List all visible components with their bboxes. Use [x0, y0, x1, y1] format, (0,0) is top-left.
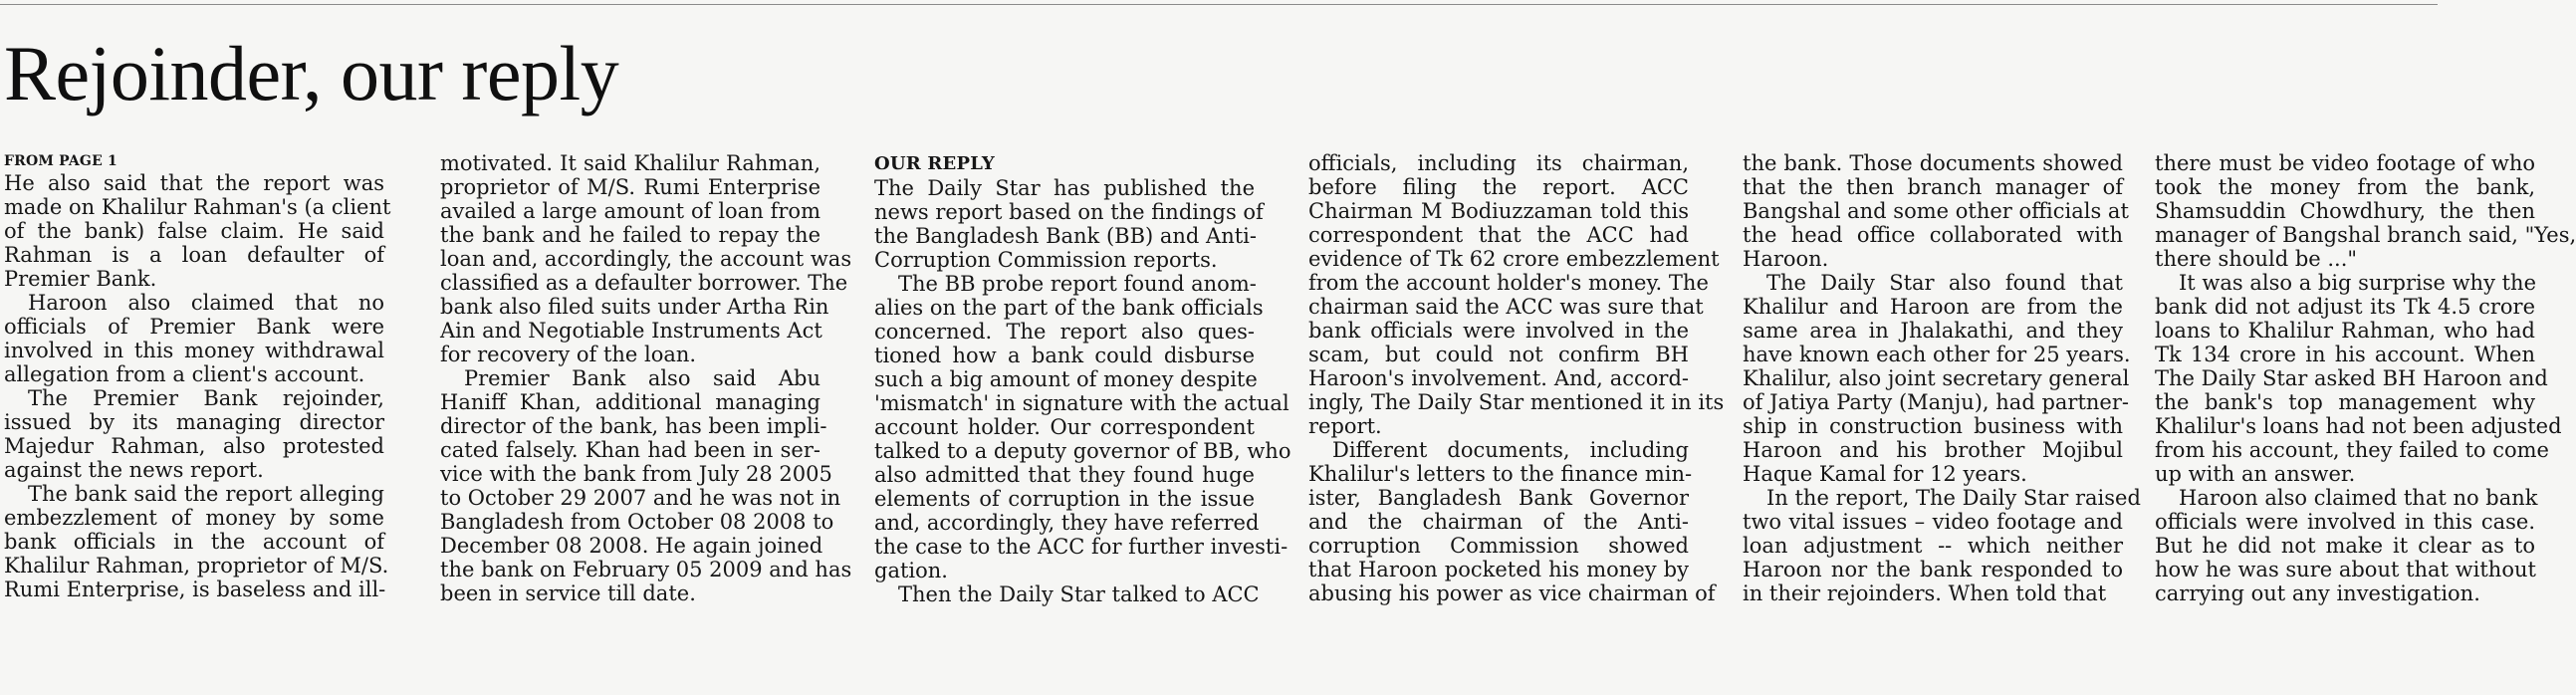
text-line: Khalilur and Haroon are from the: [1743, 295, 2123, 319]
text-line: there should be ...": [2155, 247, 2358, 271]
text-line: 'mismatch' in signature with the actual: [874, 391, 1289, 415]
text-line: allegation from a client's account.: [4, 362, 365, 386]
text-line: Haroon also claimed that no bank: [2179, 486, 2538, 510]
article-column-1: [4, 152, 391, 693]
text-line: report.: [1308, 414, 1382, 438]
text-line: The Premier Bank rejoinder,: [28, 386, 384, 410]
text-line: Bangladesh from October 08 2008 to: [440, 510, 834, 534]
text-line: Khalilur, also joint secretary general: [1743, 366, 2130, 390]
text-line: proprietor of M/S. Rumi Enterprise: [440, 175, 820, 199]
text-line: Haroon also claimed that no: [28, 291, 384, 315]
top-rule: [0, 4, 2438, 5]
text-line: Haroon's involvement. And, accord-: [1308, 366, 1689, 390]
text-line: bank officials were involved in the: [1308, 319, 1689, 343]
text-line: The Daily Star also found that: [1766, 271, 2123, 295]
text-line: concerned. The report also ques-: [874, 320, 1255, 344]
text-line: Chairman M Bodiuzzaman told this: [1308, 199, 1689, 223]
text-line: against the news report.: [4, 458, 264, 482]
text-line: manager of Bangshal branch said, "Yes,: [2155, 223, 2576, 247]
text-line: Khalilur's loans had not been adjusted: [2155, 414, 2562, 438]
text-line: there must be video footage of who: [2155, 151, 2535, 175]
text-line: bank officials in the account of: [4, 530, 384, 554]
text-line: abusing his power as vice chairman of: [1308, 581, 1716, 605]
text-line: up with an answer.: [2155, 462, 2356, 486]
text-line: availed a large amount of loan from: [440, 199, 820, 223]
text-line: have known each other for 25 years.: [1743, 343, 2131, 366]
text-line: loan and, accordingly, the account was: [440, 247, 852, 271]
text-line: of the bank) false claim. He said: [4, 219, 384, 243]
text-line: two vital issues – video footage and: [1743, 510, 2123, 534]
text-line: ingly, The Daily Star mentioned it in its: [1308, 390, 1725, 414]
text-line: account holder. Our correspondent: [874, 415, 1255, 439]
text-line: ship in construction business with: [1743, 414, 2123, 438]
text-line: in their rejoinders. When told that: [1743, 581, 2107, 605]
text-line: involved in this money withdrawal: [4, 339, 384, 362]
text-line: that the then branch manager of: [1743, 175, 2123, 199]
section-kicker: OUR REPLY: [874, 153, 995, 174]
text-line: talked to a deputy governor of BB, who: [874, 439, 1291, 463]
text-line: loans to Khalilur Rahman, who had: [2155, 319, 2535, 343]
text-line: bank did not adjust its Tk 4.5 crore: [2155, 295, 2535, 319]
text-line: cated falsely. Khan had been in ser-: [440, 438, 820, 462]
text-line: officials were involved in this case.: [2155, 510, 2535, 534]
text-line: He also said that the report was: [4, 171, 384, 195]
article-column-3: [874, 153, 1291, 695]
text-line: vice with the bank from July 28 2005: [440, 462, 832, 486]
text-line: how he was sure about that without: [2155, 558, 2536, 581]
headline: Rejoinder, our reply: [4, 30, 619, 116]
text-line: the bank on February 05 2009 and has: [440, 558, 852, 581]
text-line: motivated. It said Khalilur Rahman,: [440, 151, 820, 175]
text-line: Haque Kamal for 12 years.: [1743, 462, 2027, 486]
text-line: of Jatiya Party (Manju), had partner-: [1743, 390, 2129, 414]
text-line: Different documents, including: [1332, 438, 1689, 462]
text-line: from the account holder's money. The: [1308, 271, 1709, 295]
text-line: In the report, The Daily Star raised: [1766, 486, 2141, 510]
text-line: Khalilur's letters to the finance min-: [1308, 462, 1693, 486]
text-line: news report based on the findings of: [874, 200, 1264, 224]
text-line: Shamsuddin Chowdhury, the then: [2155, 199, 2535, 223]
text-line: that Haroon pocketed his money by: [1308, 558, 1689, 581]
text-line: the bank's top management why: [2155, 390, 2535, 414]
text-line: the bank and he failed to repay the: [440, 223, 820, 247]
text-line: The Daily Star has published the: [874, 176, 1255, 200]
text-line: Then the Daily Star talked to ACC: [898, 582, 1260, 606]
text-line: also admitted that they found huge: [874, 463, 1255, 487]
text-line: such a big amount of money despite: [874, 367, 1258, 391]
text-line: The BB probe report found anom-: [898, 272, 1257, 296]
text-line: the head office collaborated with: [1743, 223, 2123, 247]
text-line: Ain and Negotiable Instruments Act: [440, 319, 822, 343]
text-line: Haroon nor the bank responded to: [1743, 558, 2123, 581]
text-line: Majedur Rahman, also protested: [4, 434, 384, 458]
article-column-4: [1308, 151, 1725, 692]
text-line: The Daily Star asked BH Haroon and: [2155, 366, 2548, 390]
text-line: tioned how a bank could disburse: [874, 344, 1255, 367]
text-line: to October 29 2007 and he was not in: [440, 486, 841, 510]
text-line: scam, but could not confirm BH: [1308, 343, 1689, 366]
text-line: elements of corruption in the issue: [874, 487, 1255, 511]
text-line: same area in Jhalakathi, and they: [1743, 319, 2123, 343]
text-line: gation.: [874, 559, 948, 582]
text-line: the Bangladesh Bank (BB) and Anti-: [874, 224, 1257, 248]
text-line: and the chairman of the Anti-: [1308, 510, 1689, 534]
text-line: The bank said the report alleging: [28, 482, 384, 506]
text-line: Premier Bank also said Abu: [464, 366, 820, 390]
text-line: December 08 2008. He again joined: [440, 534, 823, 558]
text-line: carrying out any investigation.: [2155, 581, 2480, 605]
text-line: officials of Premier Bank were: [4, 315, 384, 339]
text-line: corruption Commission showed: [1308, 534, 1689, 558]
text-line: alies on the part of the bank officials: [874, 296, 1264, 320]
text-line: Haroon and his brother Mojibul: [1743, 438, 2123, 462]
text-line: the case to the ACC for further investi-: [874, 535, 1288, 559]
text-line: correspondent that the ACC had: [1308, 223, 1689, 247]
text-line: bank also filed suits under Artha Rin: [440, 295, 829, 319]
text-line: Corruption Commission reports.: [874, 248, 1218, 272]
text-line: made on Khalilur Rahman's (a client: [4, 195, 391, 219]
text-line: Premier Bank.: [4, 267, 157, 291]
text-line: before filing the report. ACC: [1308, 175, 1689, 199]
text-line: evidence of Tk 62 crore embezzlement: [1308, 247, 1720, 271]
section-kicker: FROM PAGE 1: [4, 153, 117, 169]
text-line: Bangshal and some other officials at: [1743, 199, 2129, 223]
text-line: took the money from the bank,: [2155, 175, 2535, 199]
text-line: and, accordingly, they have referred: [874, 511, 1260, 535]
text-line: for recovery of the loan.: [440, 343, 697, 366]
text-line: issued by its managing director: [4, 410, 384, 434]
text-line: chairman said the ACC was sure that: [1308, 295, 1704, 319]
text-line: Tk 134 crore in his account. When: [2155, 343, 2535, 366]
text-line: Haniff Khan, additional managing: [440, 390, 820, 414]
text-line: the bank. Those documents showed: [1743, 151, 2123, 175]
text-line: But he did not make it clear as to: [2155, 534, 2535, 558]
text-line: loan adjustment -- which neither: [1743, 534, 2123, 558]
article-column-5: [1743, 151, 2141, 692]
text-line: from his account, they failed to come: [2155, 438, 2549, 462]
article-column-6: [2155, 151, 2576, 692]
text-line: been in service till date.: [440, 581, 696, 605]
text-line: Haroon.: [1743, 247, 1829, 271]
text-line: Khalilur Rahman, proprietor of M/S.: [4, 554, 389, 578]
text-line: director of the bank, has been impli-: [440, 414, 827, 438]
text-line: ister, Bangladesh Bank Governor: [1308, 486, 1689, 510]
text-line: Rumi Enterprise, is baseless and ill-: [4, 578, 386, 601]
text-line: Rahman is a loan defaulter of: [4, 243, 384, 267]
text-line: embezzlement of money by some: [4, 506, 384, 530]
article-column-2: [440, 151, 852, 692]
text-line: officials, including its chairman,: [1308, 151, 1689, 175]
text-line: It was also a big surprise why the: [2179, 271, 2537, 295]
text-line: classified as a defaulter borrower. The: [440, 271, 848, 295]
